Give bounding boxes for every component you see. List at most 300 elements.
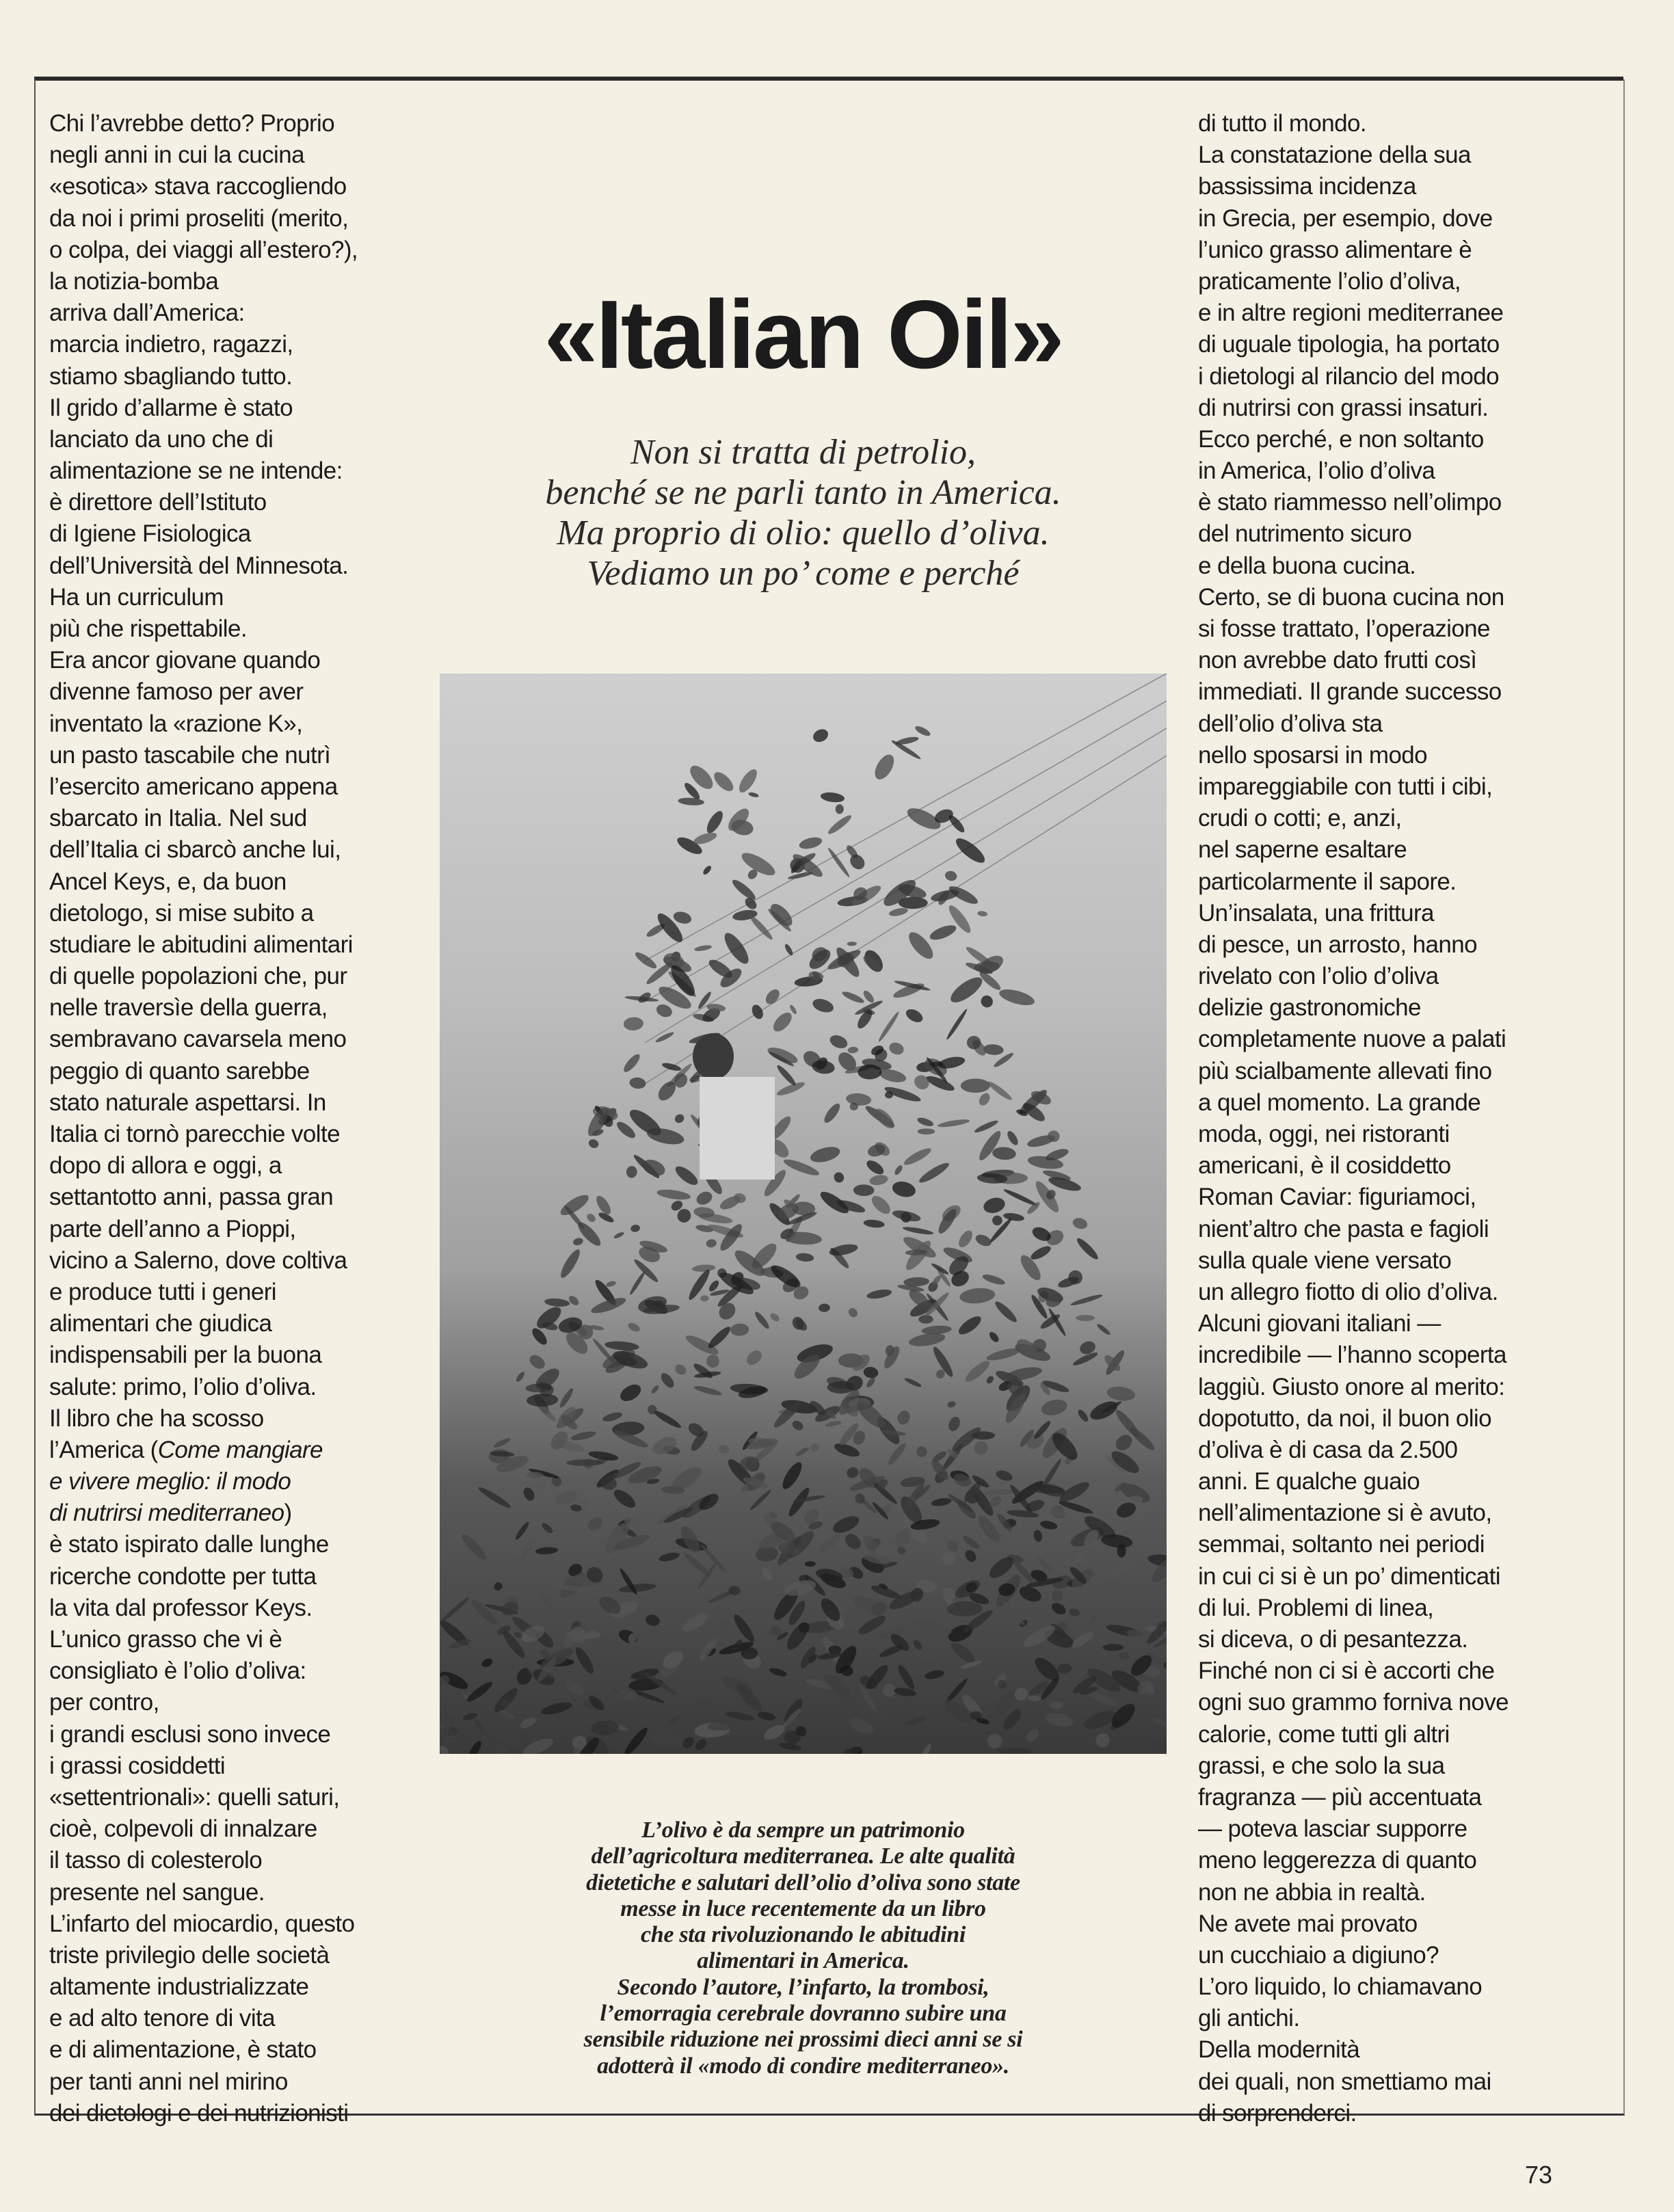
leaf-cluster [1024, 1727, 1041, 1744]
leaf-cluster [868, 1709, 887, 1722]
text-line: d’oliva è di casa da 2.500 [1198, 1436, 1458, 1463]
subtitle-line: Ma proprio di olio: quello d’oliva. [557, 514, 1050, 552]
leaf-cluster [820, 791, 845, 803]
leaf-cluster [981, 1272, 1006, 1286]
leaf-cluster [630, 1224, 640, 1233]
power-line [645, 756, 1167, 1084]
leaf-cluster [896, 1545, 907, 1556]
text-line: è direttore dell’Istituto [49, 489, 267, 516]
text-line: nello sposarsi in modo [1198, 741, 1428, 769]
leaf-cluster [544, 1298, 570, 1308]
text-line: e produce tutti i generi [49, 1278, 276, 1305]
leaf-cluster [961, 1534, 981, 1551]
leaf-cluster [469, 1598, 500, 1627]
text-line: particolarmente il sapore. [1198, 868, 1457, 895]
leaf-cluster [993, 1299, 1020, 1324]
text-line: la vita dal professor Keys. [49, 1594, 313, 1621]
leaf-cluster [1113, 1432, 1135, 1454]
leaf-cluster [825, 1420, 842, 1428]
leaf-cluster [940, 1549, 958, 1568]
leaf-cluster [769, 1311, 781, 1323]
leaf-cluster [816, 1531, 843, 1556]
leaf-cluster [1113, 1407, 1143, 1440]
leaf-cluster [987, 1331, 1000, 1344]
leaf-cluster [650, 1730, 682, 1748]
leaf-cluster [912, 1072, 932, 1092]
leaf-cluster [956, 1228, 975, 1249]
text-line: Ecco perché, e non soltanto [1198, 425, 1484, 453]
leaf-cluster [1093, 1731, 1112, 1750]
leaf-cluster [527, 1352, 548, 1372]
leaf-cluster [730, 877, 758, 903]
text-line: di quelle popolazioni che, pur [49, 963, 347, 990]
leaf-cluster [845, 1465, 860, 1480]
text-line: fragranza — più accentuata [1198, 1783, 1482, 1811]
text-line: americani, è il cosiddetto [1198, 1152, 1451, 1180]
text-line: Era ancor giovane quando [49, 647, 321, 674]
leaf-cluster [659, 1371, 676, 1390]
leaf-cluster [680, 1735, 696, 1750]
text-line: bassissima incidenza [1198, 173, 1416, 200]
leaf-cluster [963, 1548, 978, 1564]
leaf-cluster [974, 1441, 989, 1456]
leaf-cluster [626, 1165, 638, 1178]
leaf-cluster [947, 973, 986, 1007]
leaf-cluster [809, 1441, 821, 1453]
leaf-cluster [891, 1180, 918, 1199]
text-line: per contro, [49, 1689, 159, 1716]
text-line [49, 1466, 358, 1497]
text-line: di nutrirsi con grassi insaturi. [1198, 394, 1489, 421]
leaf-cluster [707, 1616, 732, 1644]
leaf-cluster [652, 1409, 682, 1430]
leaf-cluster [558, 1387, 575, 1409]
leaf-cluster [644, 1613, 661, 1628]
text-line: calorie, come tutti gli altri [1198, 1720, 1450, 1748]
text-line: Ha un curriculum [49, 583, 224, 611]
leaf-cluster [828, 1242, 859, 1258]
text-line: nelle traversìe della guerra, [49, 994, 328, 1022]
leaf-cluster [928, 922, 958, 943]
text-line: «settentrionali»: quelli saturi, [49, 1783, 340, 1811]
leaf-cluster [700, 1698, 713, 1707]
leaf-cluster [730, 1323, 749, 1337]
text-line: di lui. Problemi di linea, [1198, 1594, 1434, 1621]
leaf-cluster [678, 797, 704, 806]
leaf-cluster [537, 1590, 559, 1616]
leaf-cluster [1106, 1385, 1136, 1402]
leaf-cluster [480, 1657, 494, 1668]
leaf-cluster [535, 1546, 558, 1555]
text-line: arriva dall’America: [49, 299, 245, 327]
leaf-cluster [819, 1303, 830, 1312]
leaf-cluster [945, 1008, 968, 1041]
leaf-cluster [614, 1119, 637, 1141]
text-line: semmai, soltanto nei periodi [1198, 1531, 1485, 1558]
text-line: più che rispettabile. [49, 615, 247, 642]
leaf-cluster [902, 1145, 933, 1167]
text-line: il tasso di colesterolo [49, 1847, 263, 1874]
leaf-cluster [795, 1253, 814, 1263]
leaf-cluster [627, 1321, 641, 1333]
text-line: sembravano cavarsela meno [49, 1026, 347, 1053]
leaf-cluster [779, 1460, 805, 1492]
leaf-cluster [570, 1430, 597, 1442]
text-line: indispensabili per la buona [49, 1342, 322, 1369]
text-line: nell’alimentazione si è avuto, [1198, 1500, 1492, 1527]
leaf-cluster [693, 1384, 723, 1397]
leaf-cluster [664, 1714, 681, 1729]
leaf-cluster [572, 1237, 584, 1247]
text-line: moda, oggi, nei ristoranti [1198, 1121, 1450, 1147]
leaf-cluster [498, 1709, 516, 1721]
leaf-cluster [693, 1737, 708, 1752]
leaf-cluster [1118, 1651, 1131, 1662]
leaf-cluster [721, 929, 753, 967]
leaf-cluster [516, 1541, 534, 1565]
text-line: nient’altro che pasta e fagioli [1198, 1215, 1489, 1242]
leaf-cluster [784, 943, 795, 957]
page-number: 73 [1525, 2161, 1553, 2189]
text-line: l’unico grasso alimentare è [1198, 236, 1472, 263]
leaf-cluster [747, 914, 774, 942]
leaf-cluster [717, 1443, 730, 1455]
text-line: si diceva, o di pesantezza. [1198, 1626, 1468, 1653]
text-line: rivelato con l’olio d’oliva [1198, 963, 1439, 990]
leaf-cluster [1152, 1716, 1167, 1736]
photo-caption [440, 1817, 1167, 2079]
leaf-cluster [540, 1700, 574, 1717]
leaf-cluster [749, 1489, 773, 1512]
leaf-cluster [913, 1618, 953, 1638]
leaf-cluster [736, 767, 760, 795]
text-line: più scialbamente allevati fino [1198, 1057, 1492, 1084]
leaf-cluster [977, 1091, 992, 1108]
text-line: un pasto tascabile che nutrì [49, 741, 331, 769]
text-line [49, 1435, 358, 1466]
leaf-cluster [1005, 1130, 1020, 1147]
text-line: vicino a Salerno, dove coltiva [49, 1247, 347, 1274]
text-line: consigliato è l’olio d’oliva: [49, 1657, 306, 1685]
text-line: settantotto anni, passa gran [49, 1184, 334, 1211]
leaf-cluster [1095, 1322, 1111, 1336]
leaf-cluster [604, 1340, 639, 1352]
leaf-cluster [518, 1716, 537, 1731]
farmer-figure [693, 1033, 734, 1080]
leaf-cluster [618, 1582, 656, 1594]
leaf-cluster [1039, 1519, 1058, 1530]
leaf-cluster [692, 1264, 716, 1272]
text-line: stato naturale aspettarsi. In [49, 1089, 326, 1116]
leaf-cluster [673, 1163, 701, 1188]
text-line: La constatazione della sua [1198, 142, 1471, 169]
text-line: dell’Università del Minnesota. [49, 552, 349, 579]
caption-line: adotterà il «modo di condire mediterraneo». [597, 2053, 1009, 2079]
text-line: completamente nuove a palati [1198, 1026, 1506, 1053]
text-line: sulla quale viene versato [1198, 1247, 1452, 1274]
leaf-cluster [440, 1744, 451, 1754]
text-line: Alcuni giovani italiani — [1198, 1310, 1441, 1337]
text-line: da noi i primi proseliti (merito, [49, 204, 349, 232]
text-line: dell’Italia ci sbarcò anche lui, [49, 836, 341, 864]
text-line: Finché non ci si è accorti che [1198, 1657, 1495, 1685]
leaf-cluster [521, 1735, 555, 1754]
leaf-cluster [902, 1225, 933, 1236]
leaf-cluster [766, 1044, 800, 1066]
text-line: peggio di quanto sarebbe [49, 1057, 310, 1084]
text-line: un allegro fiotto di olio d’oliva. [1198, 1278, 1498, 1305]
leaf-cluster [865, 1376, 877, 1389]
leaf-cluster [937, 1118, 970, 1129]
leaf-cluster [739, 849, 778, 879]
leaf-cluster [658, 1551, 680, 1563]
leaf-cluster [529, 1326, 549, 1347]
leaf-cluster [770, 1009, 795, 1035]
leaf-cluster [977, 911, 988, 918]
leaf-cluster [1070, 1293, 1104, 1307]
caption-line: l’emorragia cerebrale dovranno subire una [600, 2001, 1007, 2027]
leaf-cluster [1154, 1735, 1167, 1754]
leaf-cluster [1033, 1529, 1043, 1543]
text-line: i grandi esclusi sono invece [49, 1720, 331, 1748]
leaf-cluster [811, 996, 836, 1015]
text-line: praticamente l’olio d’oliva, [1198, 267, 1461, 295]
leaf-cluster [605, 1280, 616, 1288]
text-line: del nutrimento sicuro [1198, 520, 1412, 548]
leaf-cluster [847, 1306, 859, 1319]
leaf-cluster [916, 1116, 935, 1128]
leaf-cluster [781, 1696, 806, 1727]
body-column-right [1198, 108, 1509, 2129]
leaf-cluster [871, 751, 898, 783]
text-line: di uguale tipologia, ha portato [1198, 331, 1500, 358]
leaf-cluster [711, 769, 736, 794]
text-line: o colpa, dei viaggi all’estero?), [49, 236, 358, 263]
leaf-cluster [566, 1459, 604, 1466]
leaf-cluster [985, 1346, 1022, 1363]
leaf-cluster [795, 1446, 810, 1458]
leaf-cluster [982, 1195, 1007, 1215]
leaf-cluster [617, 1381, 644, 1404]
leaf-cluster [973, 1119, 999, 1134]
leaf-cluster [654, 1002, 674, 1020]
caption-line: messe in luce recentemente da un libro [620, 1895, 986, 1921]
leaf-cluster [1163, 1660, 1167, 1671]
subtitle-line: benché se ne parli tanto in America. [545, 473, 1061, 512]
leaf-cluster [983, 1043, 1004, 1056]
text-line: Roman Caviar: figuriamoci, [1198, 1184, 1476, 1211]
leaf-cluster [864, 1158, 886, 1177]
leaf-cluster [1087, 1614, 1098, 1627]
leaf-cluster [1072, 1216, 1089, 1231]
text-line: e ad alto tenore di vita [49, 2005, 275, 2032]
leaf-cluster [694, 1189, 714, 1208]
text-line: sbarcato in Italia. Nel sud [49, 805, 307, 832]
text-line: triste privilegio delle società [49, 1941, 330, 1969]
leaf-cluster [757, 1710, 777, 1722]
leaf-cluster [601, 1519, 633, 1558]
text-line: un cucchiaio a digiuno? [1198, 1941, 1439, 1969]
text-line: Il grido d’allarme è stato [49, 394, 293, 421]
leaf-cluster [705, 1353, 721, 1369]
leaf-cluster [753, 1310, 771, 1331]
leaf-cluster [790, 1419, 805, 1433]
text-line: Il libro che ha scosso [49, 1404, 264, 1432]
text-line: in Grecia, per esempio, dove [1198, 204, 1493, 232]
article-subtitle [440, 432, 1167, 594]
text-line: dei quali, non smettiamo mai [1198, 2068, 1491, 2095]
leaf-cluster [921, 1324, 952, 1335]
leaf-cluster [811, 727, 830, 745]
leaf-cluster [827, 847, 851, 878]
text-line: divenne famoso per aver [49, 678, 304, 706]
text-line: i dietologi al rilancio del modo [1198, 362, 1499, 390]
leaf-cluster [646, 1627, 679, 1640]
text-line: e di alimentazione, è stato [49, 2036, 317, 2064]
leaf-cluster [466, 1740, 483, 1754]
leaf-cluster [1050, 1601, 1068, 1617]
leaf-cluster [917, 1742, 933, 1754]
leaf-cluster [587, 1138, 600, 1149]
leaf-cluster [591, 1638, 623, 1653]
leaf-cluster [673, 1362, 688, 1376]
text-line: e in altre regioni mediterranee [1198, 299, 1504, 327]
leaf-cluster [847, 1046, 858, 1054]
leaf-cluster [961, 1078, 990, 1093]
text-line: Certo, se di buona cucina non [1198, 583, 1504, 611]
leaf-cluster [700, 1295, 709, 1302]
leaf-cluster [1039, 1397, 1068, 1417]
leaf-cluster [914, 724, 931, 738]
text-line: dell’olio d’oliva sta [1198, 710, 1383, 737]
text-line: Ancel Keys, e, da buon [49, 868, 287, 895]
leaf-cluster [1070, 1629, 1095, 1650]
leaf-cluster [832, 1171, 846, 1184]
text-line: dei dietologi e dei nutrizionisti [49, 2099, 349, 2127]
leaf-cluster [893, 1164, 904, 1176]
leaf-cluster [611, 1487, 639, 1511]
leaf-cluster [828, 1032, 849, 1050]
text-line: marcia indietro, ragazzi, [49, 331, 293, 358]
text-line: nel saperne esaltare [1198, 836, 1407, 864]
text-line: è stato riammesso nell’olimpo [1198, 489, 1502, 516]
body-column-left [49, 108, 358, 2129]
text-line: di Igiene Fisiologica [49, 520, 251, 548]
leaf-cluster [775, 1063, 798, 1087]
leaf-cluster [853, 1184, 875, 1196]
leaf-cluster [868, 1192, 893, 1217]
leaf-cluster [622, 1052, 643, 1074]
leaf-cluster [440, 1596, 470, 1624]
text-line: L’unico grasso che vi è [49, 1626, 282, 1653]
leaf-cluster [1108, 1560, 1135, 1581]
leaf-cluster [656, 1188, 691, 1201]
text-line [49, 1497, 358, 1529]
leaf-cluster [760, 1566, 774, 1582]
leaf-cluster [912, 1638, 923, 1651]
text-line: salute: primo, l’olio d’oliva. [49, 1373, 317, 1400]
text-line: altamente industrializzate [49, 1973, 309, 2001]
leaf-cluster [768, 1666, 788, 1678]
text-line: in America, l’olio d’oliva [1198, 457, 1435, 485]
leaf-cluster [916, 1446, 927, 1457]
olive-tree-photo [440, 674, 1167, 1754]
text-line: anni. E qualche guaio [1198, 1468, 1420, 1495]
leaf-cluster [731, 1612, 758, 1645]
leaf-cluster [572, 1645, 596, 1676]
leaf-cluster [623, 1017, 643, 1031]
leaf-cluster [831, 1513, 862, 1536]
leaf-cluster [866, 1288, 893, 1300]
power-line [645, 674, 1167, 961]
leaf-cluster [917, 1160, 951, 1185]
text-segment: ) [284, 1500, 292, 1527]
leaf-cluster [1002, 1188, 1038, 1208]
text-line: e della buona cucina. [1198, 552, 1416, 579]
leaf-cluster [946, 1400, 956, 1409]
leaf-cluster [585, 1212, 597, 1223]
text-line: incredibile — l’hanno scoperta [1198, 1342, 1506, 1369]
text-line: a quel momento. La grande [1198, 1089, 1481, 1116]
leaf-cluster [997, 1748, 1032, 1754]
text-line: Ne avete mai provato [1198, 1910, 1418, 1937]
leaf-cluster [567, 1294, 580, 1307]
text-line: di tutto il mondo. [1198, 110, 1367, 137]
leaf-cluster [492, 1581, 504, 1593]
text-line: Della modernità [1198, 2036, 1360, 2064]
leaf-cluster [918, 1128, 935, 1134]
text-line: «esotica» stava raccogliendo [49, 173, 347, 200]
leaf-cluster [477, 1485, 512, 1510]
leaf-cluster [1074, 1551, 1087, 1562]
text-line: dopotutto, da noi, il buon olio [1198, 1404, 1491, 1432]
text-segment: l’America ( [49, 1436, 158, 1463]
leaf-cluster [602, 1411, 624, 1423]
leaf-cluster [628, 1270, 646, 1296]
leaf-cluster [673, 1112, 685, 1125]
leaf-cluster [992, 1146, 1017, 1160]
text-line: alimentazione se ne intende: [49, 457, 343, 485]
leaf-cluster [654, 1030, 675, 1043]
leaf-cluster [798, 836, 823, 851]
leaf-cluster [974, 1232, 993, 1248]
leaf-cluster [877, 1011, 900, 1043]
leaf-cluster [1075, 1236, 1101, 1262]
leaf-cluster [896, 1409, 912, 1426]
text-line: cioè, colpevoli di innalzare [49, 1815, 317, 1843]
text-line: negli anni in cui la cucina [49, 142, 304, 169]
leaf-cluster [1050, 1588, 1065, 1603]
leaf-cluster [633, 950, 659, 971]
leaf-cluster [558, 1247, 583, 1280]
text-line: di sorprenderci. [1198, 2099, 1357, 2127]
leaf-cluster [613, 1231, 624, 1240]
leaf-cluster [672, 910, 693, 926]
olive-tree-illustration [440, 674, 1167, 1754]
italic-book-title: e vivere meglio: il modo [49, 1468, 291, 1495]
leaf-cluster [904, 1007, 925, 1025]
leaf-cluster [585, 1515, 604, 1534]
leaf-cluster [946, 1415, 962, 1433]
leaf-cluster [1002, 1212, 1024, 1222]
text-line: la notizia-bomba [49, 267, 219, 295]
text-line: ricerche condotte per tutta [49, 1562, 317, 1590]
leaf-cluster [959, 1287, 996, 1305]
leaf-cluster [750, 1003, 765, 1021]
text-line: impareggiabile con tutti i cibi, [1198, 773, 1493, 800]
leaf-cluster [827, 1381, 855, 1394]
leaf-cluster [748, 792, 759, 799]
